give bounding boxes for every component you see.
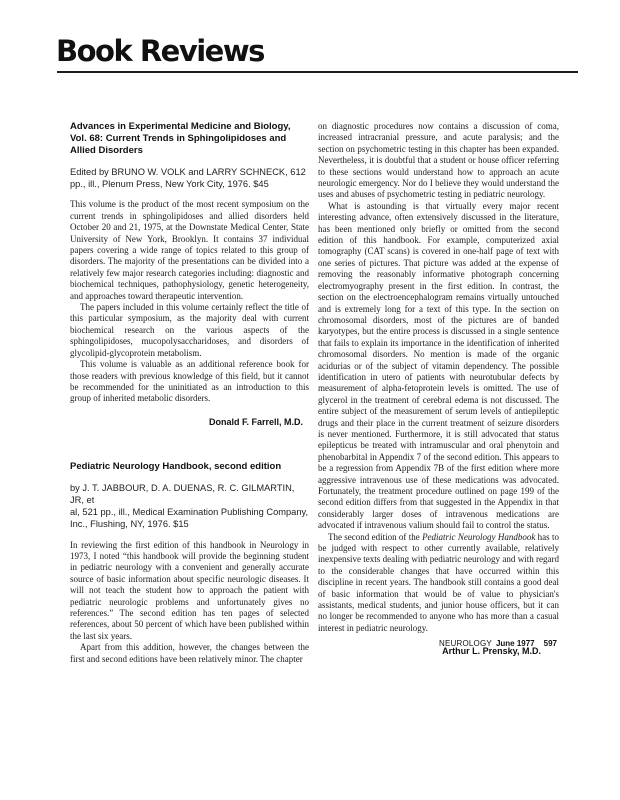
closing-paragraph-prefix: The second edition of the <box>328 531 423 542</box>
review-2-closing-paragraph <box>318 532 559 635</box>
closing-paragraph-suffix: has to be judged with respect to other currently available, relatively inexpensive texts dealing with pediatric neurology and with regard to the considerable changes that have occurred within this discipline in recent years. The handbook still contains a good deal of basic information that would be of value to physician's assistants, medical students, and junior house officers, but it can no longer be recommended to anyone who has more than a casual interest in pediatric neurology. <box>318 531 559 633</box>
two-column-layout <box>70 121 559 665</box>
page-title: Book Reviews <box>56 34 264 68</box>
review-1-paragraph: This volume is the product of the most recent symposium on the current trends in sphingolipidoses and allied disorders held October 20 and 21, 1975, at the Downstate Medical Center, State University of New York, Brooklyn. It contains 37 individual papers covering a wide range of topics related to this group of disorders. The majority of the presentations can be divided into a relatively few major research categories including: diagnostic and biochemical techniques, pathophysiology, genetic heterogeneity, and approaches toward therapeutic intervention. <box>70 199 309 301</box>
page-number: 597 <box>543 639 557 648</box>
review-1-byline-line-1: Edited by BRUNO W. VOLK and LARRY SCHNECK, 612 <box>70 167 306 177</box>
review-1-byline-line-2: pp., ill., Plenum Press, New York City, 1976. $45 <box>70 179 269 190</box>
review-1-heading-line-3: Allied Disorders <box>70 145 143 156</box>
review-1-byline <box>70 166 309 190</box>
review-1-heading-line-2: Vol. 68: Current Trends in Sphingolipidoses and <box>70 133 287 144</box>
review-2-paragraph: Apart from this addition, however, the changes between the first and second editions have been relatively minor. The chapter <box>70 642 309 664</box>
left-column <box>70 121 309 665</box>
review-2-paragraph-continuation: on diagnostic procedures now contains a discussion of coma, increased intracranial pressure, and acute paralysis; and the section on psychometric testing in this chapter has been expanded. Nevertheless, it is doubtful that a student or house officer referring to these sections would understand how to approach an acute neurologic emergency. Nor do I believe they would understand the uses and abuses of psychometric testing in pediatric neurology. <box>318 121 559 200</box>
review-2-paragraph: In reviewing the first edition of this handbook in Neurology in 1973, I noted “this handbook will provide the beginning student in pediatric neurology with a convenient and generally accurate source of basic information about specific neurologic diseases. It will not teach the student how to approach the patient with pediatric neurologic problems and unfortunately gives no references.” The second edition has ten pages of selected references, about 50 percent of which have been published within the last six years. <box>70 539 309 641</box>
review-2-paragraph: What is astounding is that virtually every major recent interesting advance, often extensively discussed in the literature, has been mentioned only briefly or omitted from the second edition of this handbook. For example, computerized axial tomography (CAT scans) is covered in one-half page of text with one series of pictures. That picture was added at the expense of removing the reasonably informative photograph concerning electromyography present in the first edition. In contrast, the section on the electroencephalogram remains virtually untouched and is extremely long for a text of this type. In the section on chromosomal disorders, most of the pictures are of banded karyotypes, but the entire process is discussed in a single sentence that fails to explain its importance in the identification of inherited chromosomal disorders. No mention is made of the organic acidurias or of the subject of vitamin dependency. The possible identification in utero of patients with neurotubular defects by measurement of alpha-fetoprotein levels is omitted. The use of glycerol in the treatment of cerebral edema is not discussed. The entire subject of the measurement of serum levels of antiepileptic drugs and their place in the current treatment of seizure disorders is never mentioned. Furthermore, it is still advocated that status epilepticus be treated with intramuscular and oral phenytoin and phenobarbital in Appendix 7 of the second edition. This appears to be a regression from Appendix 7B of the first edition where more aggressive intravenous use of these medications was advocated. Fortunately, the treatment procedure outlined on page 199 of the second edition differs from that suggested in the Appendix in that considerably larger doses of intravenous medications are advocated if intravenous valium should fail to control the status. <box>318 200 559 531</box>
review-1-heading <box>70 121 309 157</box>
review-1-heading-line-1: Advances in Experimental Medicine and Biology, <box>70 121 291 132</box>
right-column <box>318 121 559 665</box>
review-2-byline-line-1: by J. T. JABBOUR, D. A. DUENAS, R. C. GILMARTIN, JR, et <box>70 482 295 505</box>
review-advances-experimental-medicine <box>70 121 309 427</box>
review-pediatric-neurology-handbook <box>70 461 309 665</box>
review-2-byline-line-2: al, 521 pp., ill., Medical Examination Publishing Company, <box>70 507 309 518</box>
book-title-italic: Pediatric Neurology Handbook <box>422 531 536 542</box>
review-2-byline-line-3: Inc., Flushing, NY, 1976. $15 <box>70 519 189 530</box>
title-rule <box>57 71 578 73</box>
review-1-paragraph: This volume is valuable as an additional reference book for those readers with previous knowledge of this field, but it cannot be recommended for the uninitiated as an introduction to this group of inherited metabolic disorders. <box>70 359 309 404</box>
running-footer <box>316 639 557 648</box>
review-2-reviewer-signature: Arthur L. Prensky, M.D. <box>442 646 541 657</box>
review-1-paragraph: The papers included in this volume certainly reflect the title of this particular symposium, as the majority deal with current biochemical research on the various aspects of the sphingolipidoses, mucopolysaccharidoses, and disorders of glycolipid-glycoprotein metabolism. <box>70 302 309 358</box>
journal-name: NEUROLOGY <box>439 639 492 648</box>
review-2-byline <box>70 482 309 531</box>
review-2-heading: Pediatric Neurology Handbook, second edition <box>70 460 282 472</box>
issue-date: June 1977 <box>495 639 535 648</box>
review-1-reviewer-signature: Donald F. Farrell, M.D. <box>208 416 303 427</box>
